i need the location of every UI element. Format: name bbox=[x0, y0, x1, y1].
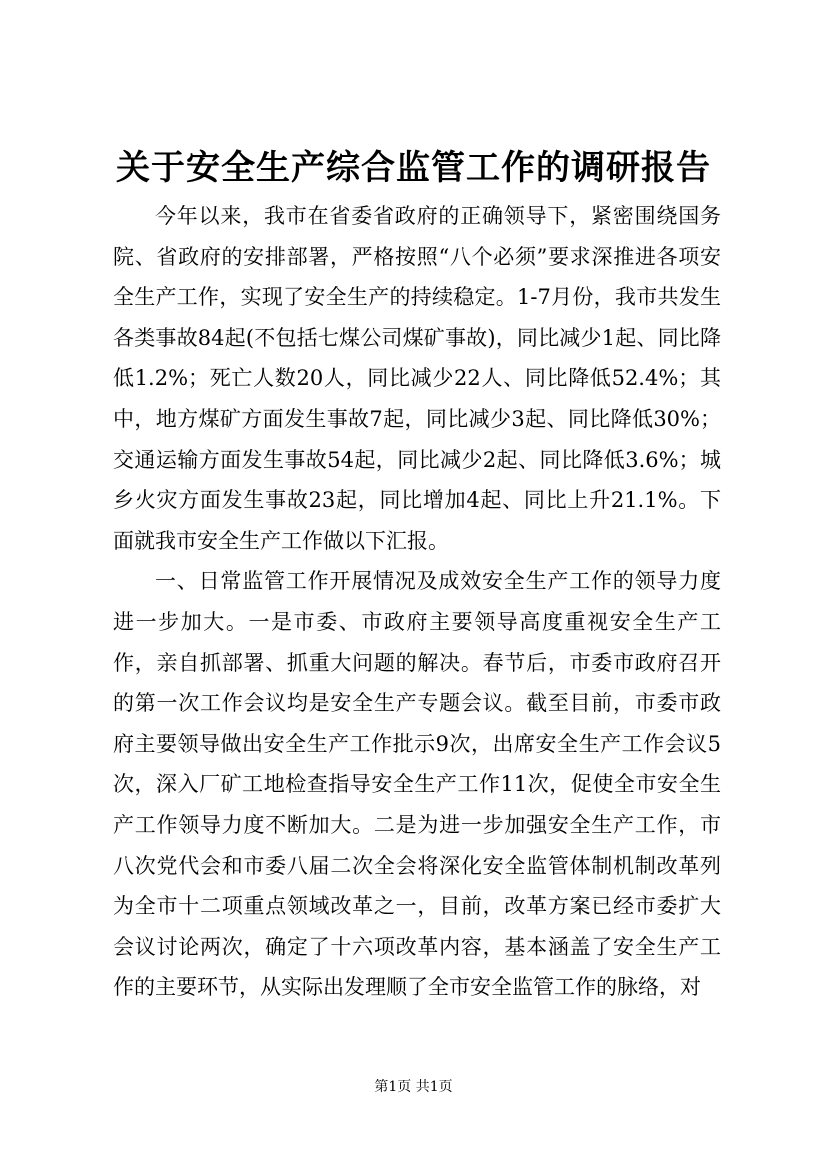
page-footer: 第1页 共1页 bbox=[374, 1079, 453, 1095]
document-title: 关于安全生产综合监管工作的调研报告 bbox=[116, 148, 711, 188]
document-body bbox=[113, 196, 721, 1008]
paragraph-intro: 今年以来，我市在省委省政府的正确领导下，紧密围绕国务院、省政府的安排部署，严格按照“八个必须”要求深推进各项安全生产工作，实现了安全生产的持续稳定。1-7月份，我市共发生各类事故84起(不包括七煤公司煤矿事故)，同比减少1起、同比降低1.2%；死亡人数20人，同比减少22人、同比降低52.4%；其中，地方煤矿方面发生事故7起，同比减少3起、同比降低30%；交通运输方面发生事故54起，同比减少2起、同比降低3.6%；城乡火灾方面发生事故23起，同比增加4起、同比上升21.1%。下面就我市安全生产工作做以下汇报。 bbox=[113, 204, 721, 553]
paragraph-section-one: 一、日常监管工作开展情况及成效安全生产工作的领导力度进一步加大。一是市委、市政府主要领导高度重视安全生产工作，亲自抓部署、抓重大问题的解决。春节后，市委市政府召开的第一次工作会议均是安全生产专题会议。截至目前，市委市政府主要领导做出安全生产工作批示9次，出席安全生产工作会议5次，深入厂矿工地检查指导安全生产工作11次，促使全市安全生产工作领导力度不断加大。二是为进一步加强安全生产工作，市八次党代会和市委八届二次全会将深化安全监管体制机制改革列为全市十二项重点领域改革之一，目前，改革方案已经市委扩大会议讨论两次，确定了十六项改革内容，基本涵盖了安全生产工作的主要环节，从实际出发理顺了全市安全监管工作的脉络，对 bbox=[113, 569, 721, 1000]
